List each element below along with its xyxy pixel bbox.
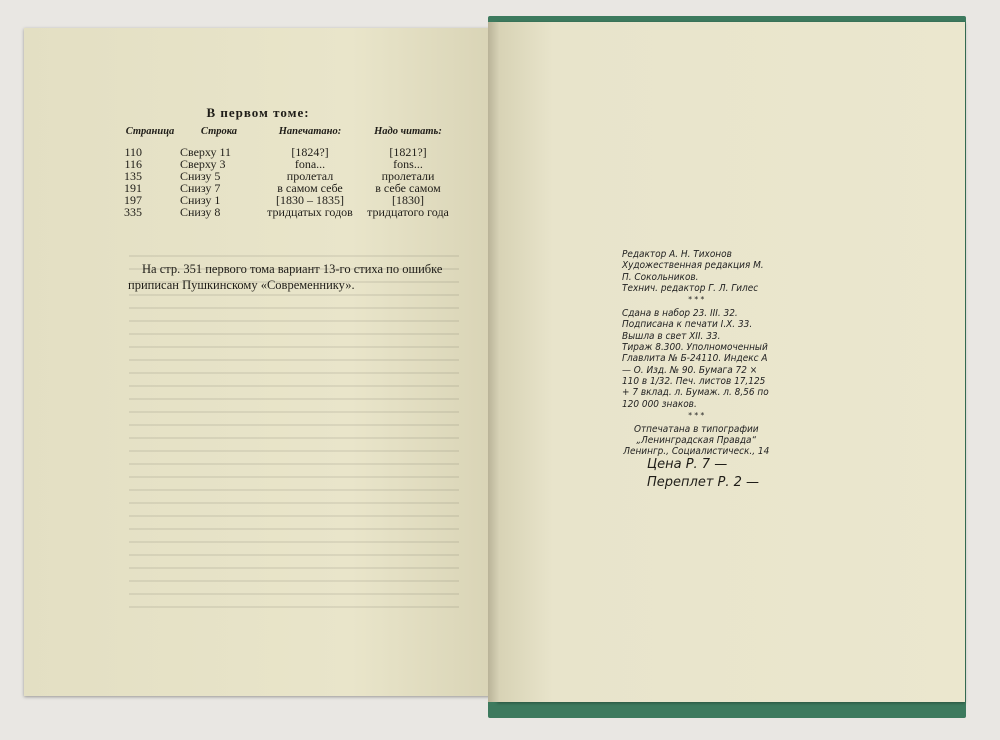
book-gutter <box>488 22 500 702</box>
submitted-line: Сдана в набор 23. III. 32. <box>622 308 738 320</box>
left-page <box>24 28 492 696</box>
printer-line: Отпечатана в типографии <box>633 423 759 435</box>
errata-note: На стр. 351 первого тома вариант 13-го стиха по ошибке приписан Пушкинскому «Современнику». <box>128 262 443 292</box>
right-page <box>497 22 965 702</box>
row-correct: fons... <box>393 157 423 171</box>
binding-price-line: Переплет Р. 2 — <box>647 475 760 490</box>
errata-header-row <box>124 126 458 146</box>
row-line: Сверху 3 <box>180 157 226 171</box>
row-page: 116 <box>124 157 142 171</box>
show-through-text <box>129 248 459 608</box>
print-run-details: Тираж 8.300. Уполномоченный Главлита № Б-24110. Индекс А — О. Изд. № 90. Бумага 72 × 110 в 1/32. Печ. листов 17,125 + 7 вклад. л. Бумаж. л. 8,56 по 120 000 знаков. <box>622 342 769 410</box>
row-line: Снизу 7 <box>180 181 221 195</box>
row-printed: [1824?] <box>291 145 329 159</box>
row-printed: тридцатых годов <box>267 205 353 219</box>
price-line: Цена Р. 7 — <box>647 457 728 472</box>
column-header-correct: Надо читать: <box>374 126 442 137</box>
errata-heading: В первом томе: <box>206 105 310 120</box>
row-page: 110 <box>124 145 142 159</box>
row-line: Снизу 1 <box>180 193 221 207</box>
row-correct: [1821?] <box>389 145 427 159</box>
column-header-page: Страница <box>125 126 175 137</box>
row-page: 335 <box>124 205 142 219</box>
art-editor-line: Художественная редакция М. П. Сокольников. <box>622 260 764 283</box>
row-printed: пролетал <box>286 169 334 183</box>
printer-address: Ленингр., Социалистическ., 14 <box>623 446 770 458</box>
column-header-line: Строка <box>200 126 238 137</box>
tech-editor-line: Технич. редактор Г. Л. Гилес <box>622 282 759 294</box>
colophon <box>622 249 771 458</box>
row-printed: в самом себе <box>277 181 343 195</box>
row-line: Сверху 11 <box>180 145 232 159</box>
ornament-stars: * * * <box>688 410 705 420</box>
row-correct: пролетали <box>381 169 435 183</box>
editor-line: Редактор А. Н. Тихонов <box>622 249 732 260</box>
column-header-printed: Напечатано: <box>278 126 342 137</box>
row-page: 135 <box>124 169 142 183</box>
row-line: Снизу 8 <box>180 205 221 219</box>
row-correct: [1830] <box>392 193 424 207</box>
row-correct: тридцатого года <box>367 205 449 219</box>
row-line: Снизу 5 <box>180 169 221 183</box>
errata-table <box>124 126 458 218</box>
price-block <box>647 456 759 492</box>
row-page: 197 <box>124 193 142 207</box>
row-printed: [1830 – 1835] <box>276 193 344 207</box>
published-line: Вышла в свет XII. 33. <box>622 330 721 342</box>
ornament-stars: * * * <box>688 295 705 305</box>
row-printed: fona... <box>294 157 326 171</box>
row-correct: в себе самом <box>375 181 441 195</box>
row-page: 191 <box>124 181 142 195</box>
signed-line: Подписана к печати I.X. 33. <box>622 319 753 331</box>
table-row <box>124 206 458 218</box>
printer-name: „Ленинградская Правда“ <box>636 435 757 447</box>
